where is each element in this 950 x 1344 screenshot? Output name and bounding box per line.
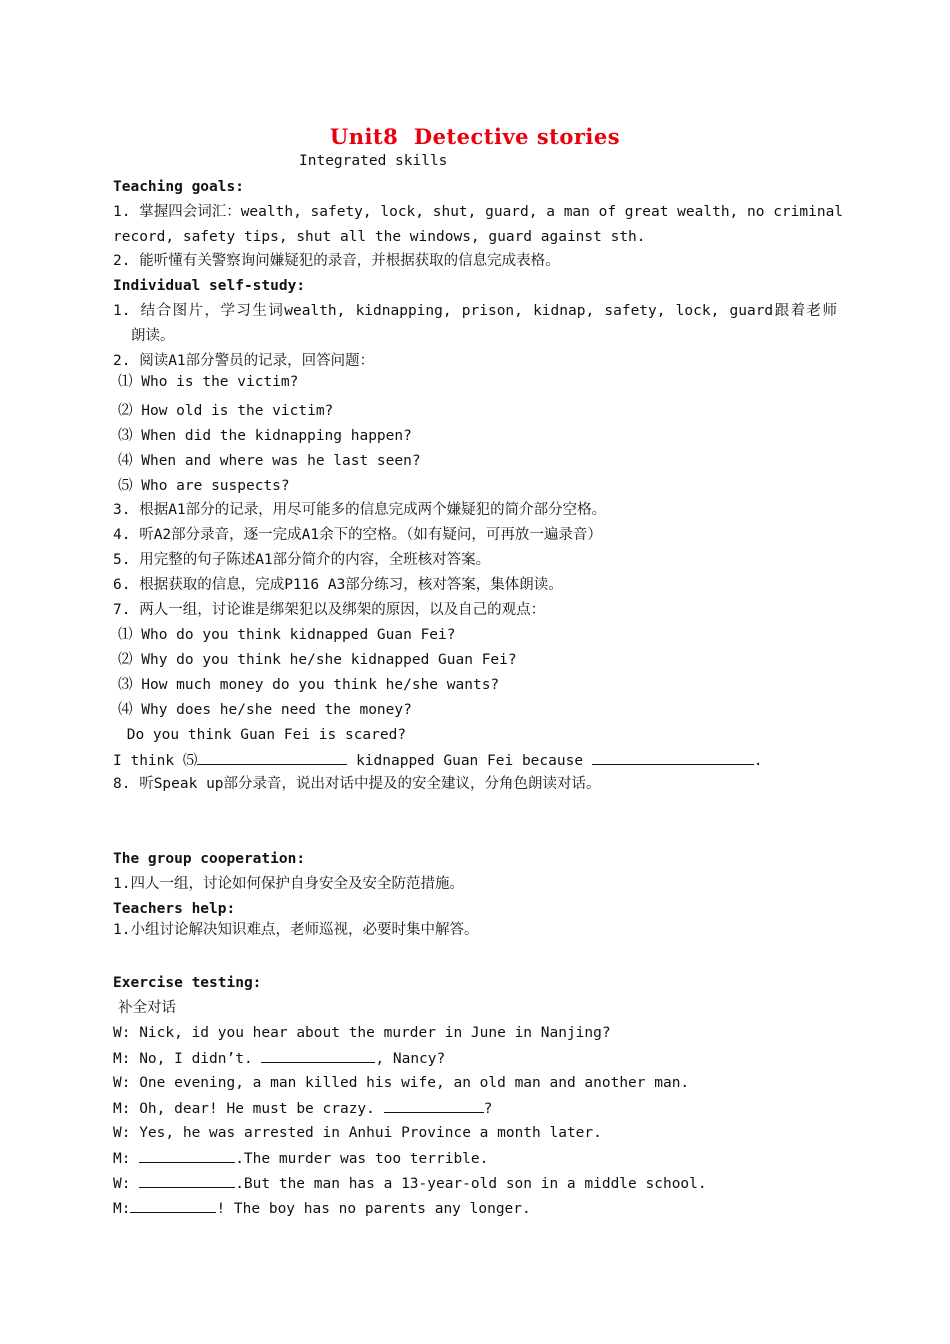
dialogue-line-1: W: Nick, id you hear about the murder in June in Nanjing? [113,1025,611,1041]
discuss-4: ⑷ Why does he/she need the money? [118,702,412,718]
self-study-3: 3. 根据A1部分的记录，用尽可能多的信息完成两个嫌疑犯的简介部分空格。 [113,502,607,518]
self-study-2: 2. 阅读A1部分警员的记录，回答问题： [113,353,375,369]
think-part-a: I think ⑸ [113,753,198,769]
question-1: ⑴ Who is the victim? [118,374,299,390]
dialogue-blank-5[interactable] [130,1198,216,1213]
discuss-5: Do you think Guan Fei is scared? [118,727,407,743]
dialogue-8-end: ! The boy has no parents any longer. [216,1201,531,1217]
question-5: ⑸ Who are suspects? [118,478,290,494]
dialogue-line-8 [113,1198,531,1219]
think-part-c: . [753,753,763,769]
exercise-instruction: 补全对话 [118,1000,176,1016]
dialogue-line-5: W: Yes, he was arrested in Anhui Province a month later. [113,1125,602,1141]
self-study-7: 7. 两人一组，讨论谁是绑架犯以及绑架的原因，以及自己的观点： [113,602,546,618]
self-study-heading: Individual self-study: [113,278,306,294]
think-part-b: kidnapped Guan Fei because [347,753,592,769]
teaching-goal-1b: record, safety tips, shut all the windows, guard against sth. [113,229,646,245]
dialogue-line-2 [113,1048,445,1069]
kidnapper-blank[interactable] [197,750,347,765]
self-study-4: 4. 听A2部分录音，逐一完成A1余下的空格。（如有疑问，可再放一遍录音） [113,527,602,543]
group-heading: The group cooperation: [113,851,306,867]
dialogue-2-end: , Nancy? [375,1051,446,1067]
dialogue-7-end: .But the man has a 13-year-old son in a middle school. [235,1176,707,1192]
teaching-goals-heading: Teaching goals: [113,179,244,195]
discuss-3: ⑶ How much money do you think he/she wants? [118,677,500,693]
dialogue-8-start: M: [113,1201,131,1217]
reason-blank[interactable] [592,750,754,765]
self-study-1b: 朗读。 [131,328,175,344]
dialogue-6-end: .The murder was too terrible. [235,1151,489,1167]
dialogue-blank-1[interactable] [261,1048,375,1063]
question-2: ⑵ How old is the victim? [118,403,334,419]
dialogue-blank-2[interactable] [384,1098,484,1113]
dialogue-2-start: M: No, I didn’t. [113,1051,262,1067]
dialogue-6-start: M: [113,1151,140,1167]
self-study-6: 6. 根据获取的信息，完成P116 A3部分练习，核对答案，集体朗读。 [113,577,563,593]
dialogue-4-end: ? [483,1101,493,1117]
dialogue-7-start: W: [113,1176,140,1192]
discuss-2: ⑵ Why do you think he/she kidnapped Guan Fei? [118,652,517,668]
dialogue-4-start: M: Oh, dear! He must be crazy. [113,1101,384,1117]
dialogue-line-4 [113,1098,492,1119]
dialogue-blank-3[interactable] [139,1148,235,1163]
dialogue-line-3: W: One evening, a man killed his wife, an old man and another man. [113,1075,690,1091]
teaching-goal-1a: 1. 掌握四会词汇：wealth, safety, lock, shut, guard, a man of great wealth, no criminal [113,204,844,220]
discuss-1: ⑴ Who do you think kidnapped Guan Fei? [118,627,456,643]
teachers-heading: Teachers help: [113,901,236,917]
page-subtitle: Integrated skills [299,153,448,169]
teachers-item-1: 1.小组讨论解决知识难点，老师巡视，必要时集中解答。 [113,922,479,938]
self-study-5: 5. 用完整的句子陈述A1部分简介的内容，全班核对答案。 [113,552,491,568]
dialogue-line-6 [113,1148,488,1169]
question-4: ⑷ When and where was he last seen? [118,453,421,469]
exercise-heading: Exercise testing: [113,975,262,991]
dialogue-line-7 [113,1173,707,1194]
think-sentence [113,750,763,771]
question-3: ⑶ When did the kidnapping happen? [118,428,412,444]
self-study-8: 8. 听Speak up部分录音，说出对话中提及的安全建议，分角色朗读对话。 [113,776,601,792]
page-title: Unit8 Detective stories [329,124,621,149]
dialogue-blank-4[interactable] [139,1173,235,1188]
teaching-goal-2: 2. 能听懂有关警察询问嫌疑犯的录音，并根据获取的信息完成表格。 [113,253,560,269]
self-study-1a: 1. 结合图片，学习生词wealth, kidnapping, prison, kidnap, safety, lock, guard跟着老师 [113,303,837,319]
group-item-1: 1.四人一组，讨论如何保护自身安全及安全防范措施。 [113,876,464,892]
